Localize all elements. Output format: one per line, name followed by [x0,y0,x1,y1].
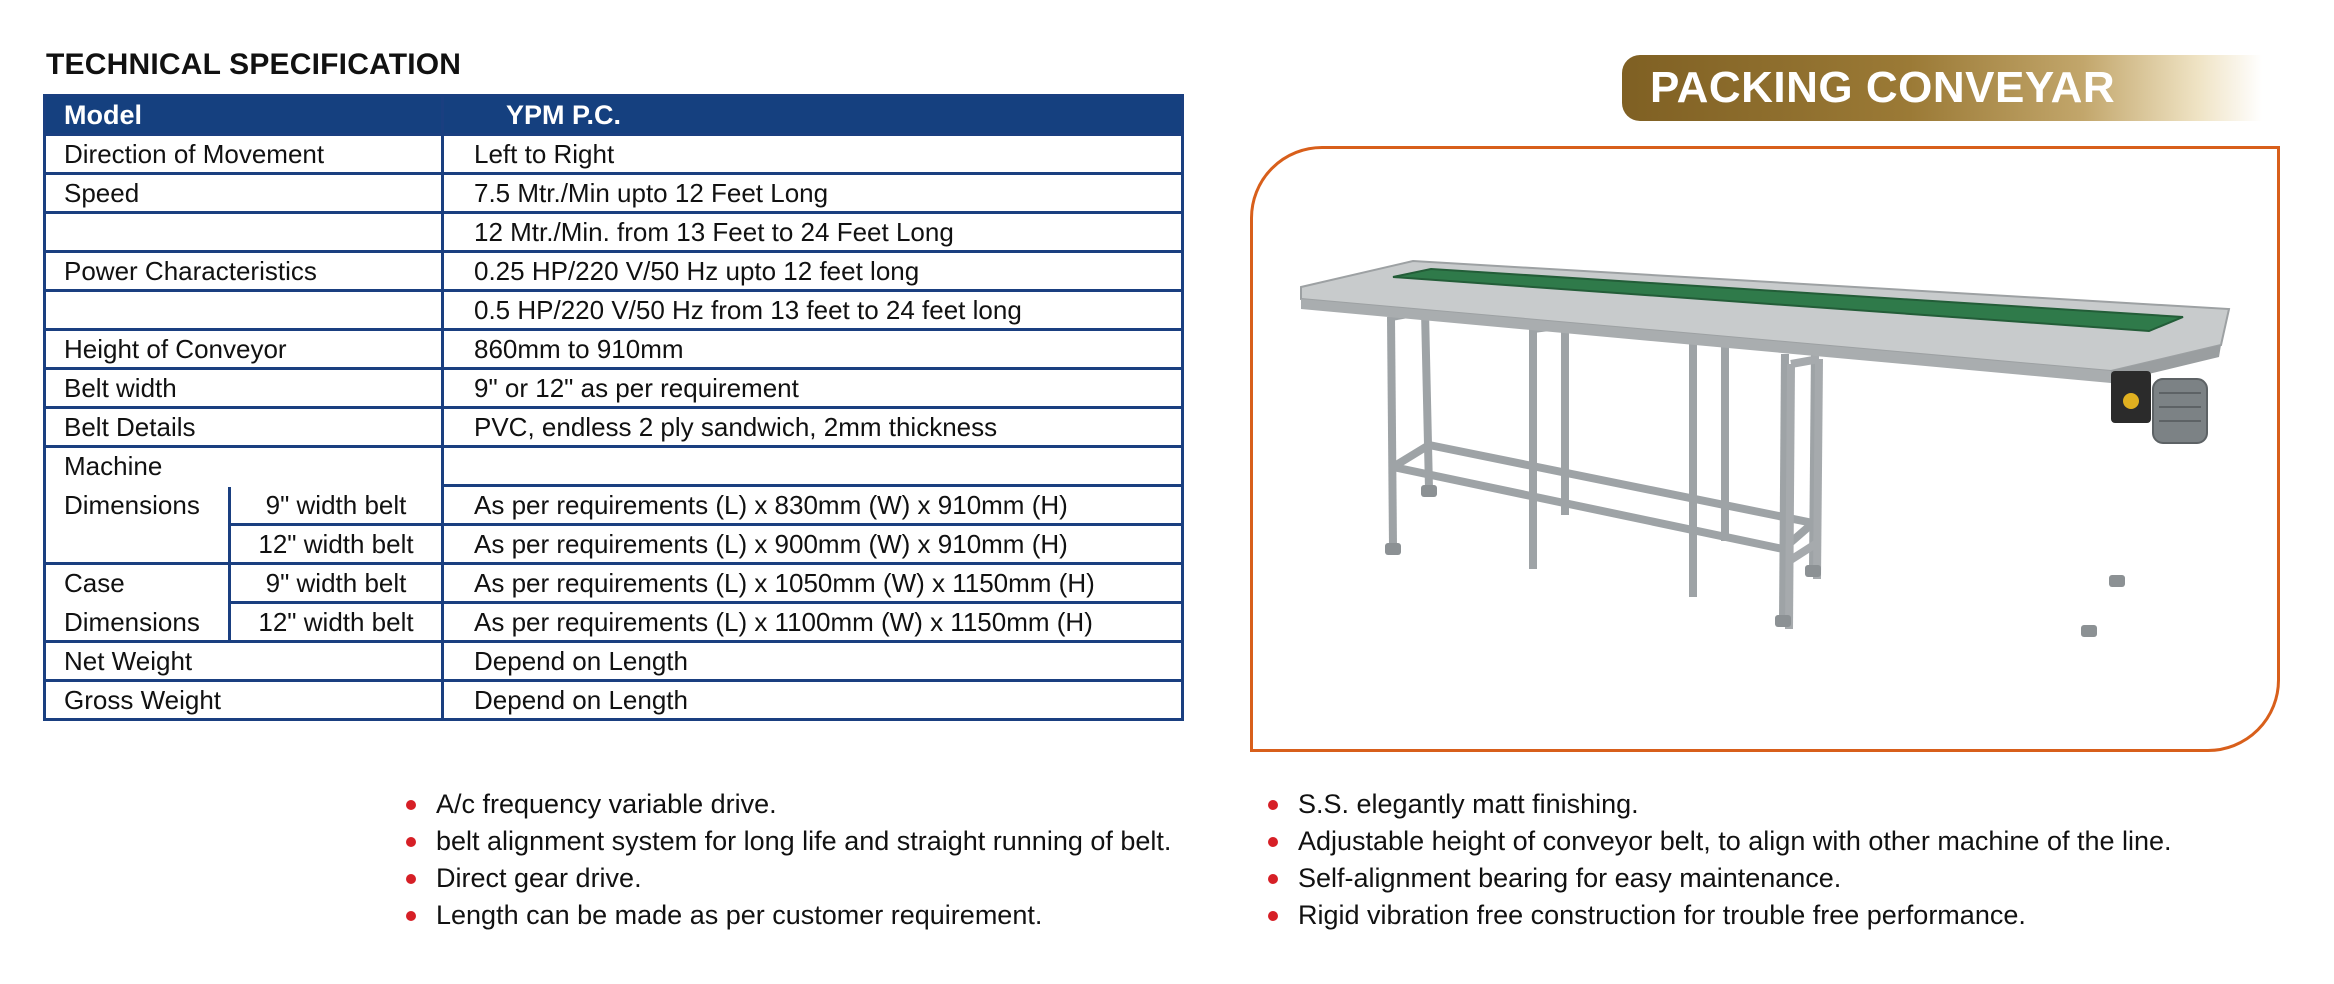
feature-text: Self-alignment bearing for easy maintenance. [1298,863,1842,893]
spec-label: Direction of Movement [45,135,443,174]
bullet-dot-icon [406,874,416,884]
table-row [45,252,1183,291]
table-row [45,447,1183,486]
spec-label [45,291,443,330]
bullet-dot-icon [406,911,416,921]
list-item [1262,786,2172,823]
bullet-dot-icon [1268,837,1278,847]
spec-value: PVC, endless 2 ply sandwich, 2mm thickness [443,408,1183,447]
spec-value: Depend on Length [443,642,1183,681]
table-row [45,486,1183,525]
table-row [45,408,1183,447]
motor-icon [2111,371,2207,443]
spec-label: Power Characteristics [45,252,443,291]
spec-label: Dimensions [45,603,230,642]
spec-table [43,94,1184,721]
spec-label: Belt Details [45,408,443,447]
spec-value [443,447,1183,486]
spec-value: As per requirements (L) x 900mm (W) x 910mm (H) [443,525,1183,564]
spec-sublabel: 12" width belt [230,603,443,642]
list-item [400,860,1171,897]
header-model-label: Model [45,96,443,135]
table-row [45,174,1183,213]
spec-label: Net Weight [45,642,443,681]
spec-value: 0.25 HP/220 V/50 Hz upto 12 feet long [443,252,1183,291]
spec-value: 860mm to 910mm [443,330,1183,369]
spec-label: Machine [45,447,443,486]
spec-label: Dimensions [45,486,230,525]
features-list-right [1262,786,2172,934]
section-title: TECHNICAL SPECIFICATION [46,48,462,81]
list-item [400,786,1171,823]
bullet-dot-icon [1268,911,1278,921]
spec-label: Speed [45,174,443,213]
list-item [1262,860,2172,897]
features-list-left [400,786,1171,934]
table-row [45,213,1183,252]
spec-sublabel: 9" width belt [230,486,443,525]
spec-sublabel: 9" width belt [230,564,443,603]
header-model-value: YPM P.C. [443,96,1183,135]
spec-value: 12 Mtr./Min. from 13 Feet to 24 Feet Long [443,213,1183,252]
table-row [45,291,1183,330]
spec-sublabel: 12" width belt [230,525,443,564]
table-row [45,603,1183,642]
feature-text: Adjustable height of conveyor belt, to align with other machine of the line. [1298,826,2172,856]
table-row [45,681,1183,720]
bullet-dot-icon [1268,874,1278,884]
bullet-dot-icon [1268,800,1278,810]
spec-label: Gross Weight [45,681,443,720]
spec-value: 7.5 Mtr./Min upto 12 Feet Long [443,174,1183,213]
conveyor-illustration [1253,149,2277,749]
feature-text: A/c frequency variable drive. [436,789,777,819]
bullet-dot-icon [406,800,416,810]
table-header-row [45,96,1183,135]
spec-value: As per requirements (L) x 1050mm (W) x 1150mm (H) [443,564,1183,603]
table-row [45,330,1183,369]
feature-text: Length can be made as per customer requirement. [436,900,1043,930]
table-row [45,525,1183,564]
spec-label [45,525,230,564]
table-row [45,135,1183,174]
table-row [45,564,1183,603]
spec-value: 0.5 HP/220 V/50 Hz from 13 feet to 24 feet long [443,291,1183,330]
spec-value: As per requirements (L) x 830mm (W) x 910mm (H) [443,486,1183,525]
table-row [45,369,1183,408]
spec-label: Case [45,564,230,603]
product-title-banner [1622,55,2262,121]
feature-text: Direct gear drive. [436,863,642,893]
conveyor-frame-legs [1391,311,1815,619]
product-title: PACKING CONVEYAR [1650,63,2116,112]
feature-text: S.S. elegantly matt finishing. [1298,789,1639,819]
bullet-dot-icon [406,837,416,847]
feature-text: belt alignment system for long life and straight running of belt. [436,826,1172,856]
spec-value: As per requirements (L) x 1100mm (W) x 1150mm (H) [443,603,1183,642]
list-item [1262,897,2172,934]
feature-text: Rigid vibration free construction for trouble free performance. [1298,900,2026,930]
spec-value: Left to Right [443,135,1183,174]
list-item [1262,823,2172,860]
list-item [400,823,1171,860]
product-photo-frame [1250,146,2280,752]
spec-value: 9" or 12" as per requirement [443,369,1183,408]
spec-label [45,213,443,252]
table-row [45,642,1183,681]
spec-value: Depend on Length [443,681,1183,720]
spec-label: Belt width [45,369,443,408]
list-item [400,897,1171,934]
spec-label: Height of Conveyor [45,330,443,369]
